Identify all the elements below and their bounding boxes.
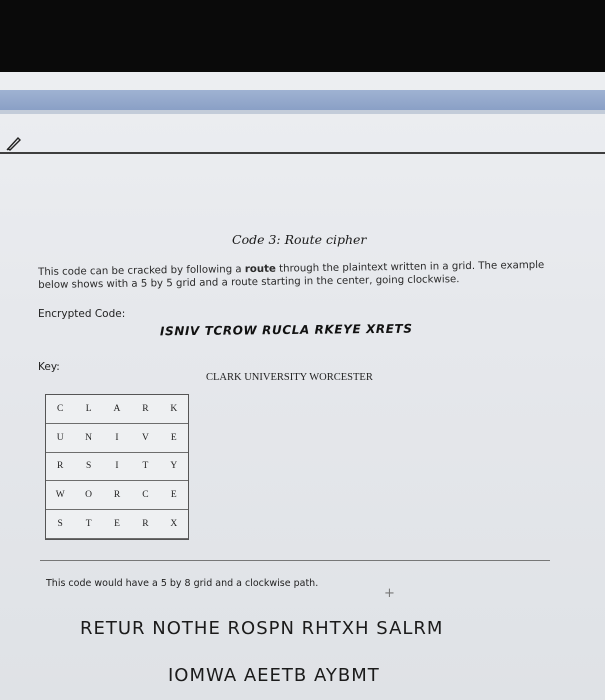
- grid-cell: R: [103, 481, 131, 510]
- grid-cell: C: [131, 481, 159, 510]
- grid-cell: R: [131, 395, 159, 424]
- grid-cell: L: [74, 395, 102, 424]
- grid-cell: R: [131, 510, 159, 539]
- grid-cell: A: [103, 395, 131, 424]
- grid-cell: E: [160, 424, 188, 453]
- document-window: [0, 72, 605, 700]
- grid-cell: U: [46, 424, 74, 453]
- grid-cell: E: [160, 481, 188, 510]
- grid-cell: S: [74, 453, 102, 482]
- grid-cell: T: [74, 510, 102, 539]
- ribbon-bar: [0, 90, 605, 110]
- grid-cell: X: [160, 510, 188, 539]
- note-text: This code would have a 5 by 8 grid and a clockwise path.: [46, 578, 319, 589]
- document-page: [0, 158, 605, 700]
- cursor-crosshair-icon: +: [384, 586, 395, 601]
- grid-cell: N: [74, 424, 102, 453]
- toolbar-divider: [0, 152, 605, 154]
- grid-cell: R: [46, 453, 74, 482]
- grid-cell: I: [103, 424, 131, 453]
- grid-cell: T: [131, 453, 159, 482]
- grid-cell: W: [46, 481, 74, 510]
- cipher-line-2: IOMWA AEETB AYBMT: [168, 665, 380, 686]
- key-text: CLARK UNIVERSITY WORCESTER: [206, 372, 373, 383]
- intro-paragraph: [38, 259, 558, 292]
- grid-cell: O: [74, 481, 102, 510]
- ribbon-shadow: [0, 110, 605, 114]
- encrypted-code: ISNIV TCROW RUCLA RKEYE XRETS: [159, 321, 413, 339]
- intro-bold-route: route: [244, 263, 276, 276]
- grid-cell: S: [46, 510, 74, 539]
- intro-text-2: through the plaintext written in a grid. The example below shows with a 5 by 5 grid and a route starting in the center, going clockwise.: [38, 259, 545, 291]
- grid-cell: I: [103, 453, 131, 482]
- grid-cell: C: [46, 395, 74, 424]
- cipher-line-1: RETUR NOTHE ROSPN RHTXH SALRM: [80, 618, 444, 639]
- grid-cell: E: [103, 510, 131, 539]
- intro-text-1: This code can be cracked by following a: [38, 264, 245, 278]
- grid-cell: K: [160, 395, 188, 424]
- grid-cell: Y: [160, 453, 188, 482]
- encrypted-code-label: Encrypted Code:: [38, 308, 126, 320]
- grid-cell: V: [131, 424, 159, 453]
- document-title: Code 3: Route cipher: [232, 232, 367, 247]
- key-label: Key:: [38, 361, 60, 373]
- cipher-grid: [45, 394, 189, 540]
- pen-icon[interactable]: [5, 134, 23, 152]
- section-divider: [40, 560, 550, 561]
